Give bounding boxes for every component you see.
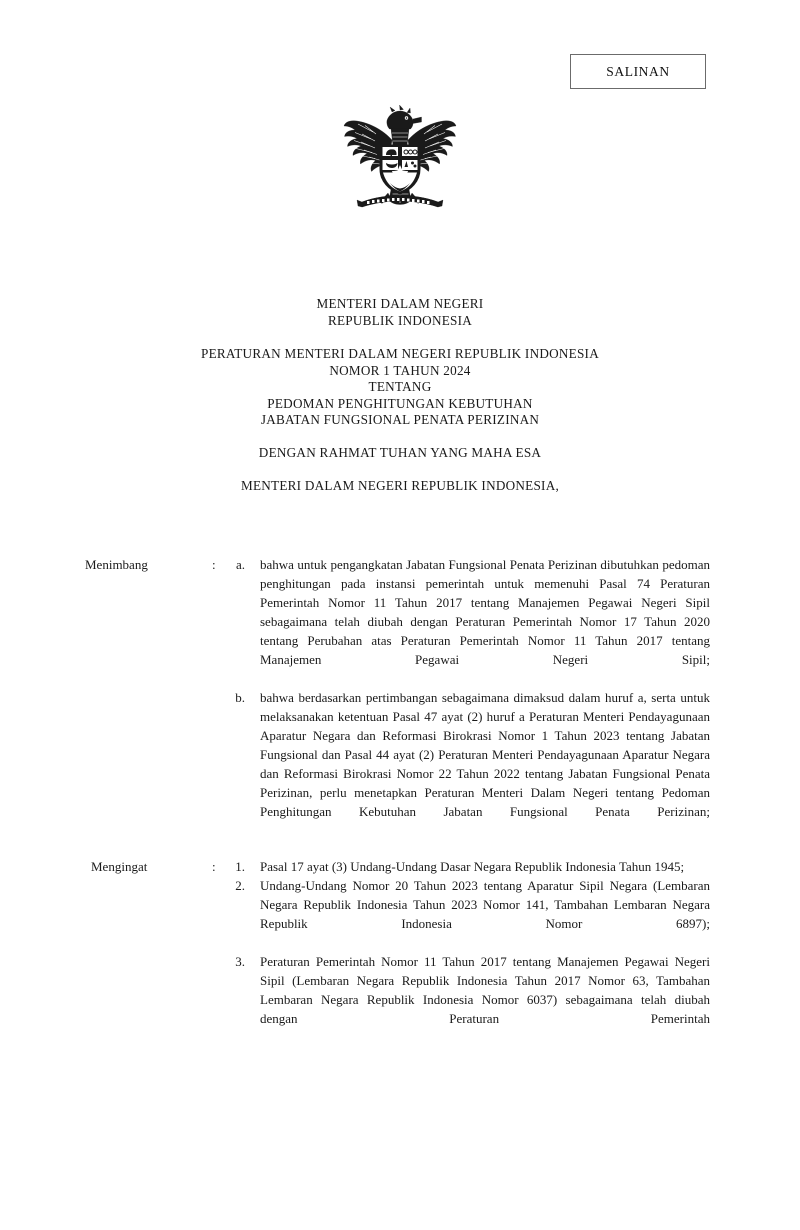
clause-marker: 2. [235,878,245,893]
clause-items-menimbang [0,555,800,840]
salinan-label: SALINAN [606,63,670,79]
clause-marker: 3. [235,954,245,969]
clause-item [0,857,800,876]
clause-item [0,555,800,688]
clause-text: Pasal 17 ayat (3) Undang-Undang Dasar Negara Republik Indonesia Tahun 1945; [260,859,685,874]
clause-items-mengingat [0,857,800,1047]
regulation-title: PERATURAN MENTERI DALAM NEGERI REPUBLIK INDONESIA [201,346,599,361]
document-heading-block [100,296,700,495]
ministry-line-2: REPUBLIK INDONESIA [327,312,473,328]
emblem-container [0,104,800,219]
clause-text: bahwa berdasarkan pertimbangan sebagaimana dimaksud dalam huruf a, serta untuk melaksanakan ketentuan Pasal 47 ayat (2) huruf a Peraturan Menteri Pendayagunaan Aparatur Negara dan Reformasi Birokrasi Nomor 1 Tahun 2023 tentang Jabatan Fungsional dan Pasal 44 ayat (2) Peraturan Menteri Pendayagunaan Aparatur Negara dan Reformasi Birokrasi Nomor 22 Tahun 2022 tentang Jabatan Fungsional Penata Perizinan, perlu menetapkan Peraturan Menteri Dalam Negeri tentang Pedoman Penghitungan Kebutuhan Jabatan Fungsional Penata Perizinan; [260,690,710,819]
clause-group-menimbang [0,555,800,840]
garuda-pancasila-icon [340,104,460,219]
clause-label-menimbang: Menimbang [85,557,148,572]
clause-marker: b. [235,690,245,705]
clause-group-mengingat [0,857,800,1047]
clause-item [0,688,800,840]
clause-marker: a. [235,557,245,572]
clause-colon-mengingat: : [212,859,216,874]
ministry-line-1: MENTERI DALAM NEGERI [316,296,484,311]
clause-item [0,876,800,952]
clause-text: bahwa untuk pengangkatan Jabatan Fungsional Penata Perizinan dibutuhkan pedoman penghitungan pada instansi pemerintah untuk memenuhi Pasal 74 Peraturan Pemerintah Nomor 11 Tahun 2017 tentang Manajemen Pegawai Negeri Sipil sebagaimana telah diubah dengan Peraturan Pemerintah Nomor 17 Tahun 2020 tentang Perubahan atas Peraturan Pemerintah Nomor 11 Tahun 2017 tentang Manajemen Pegawai Negeri Sipil; [260,557,710,667]
clause-sections [0,555,800,1047]
clause-marker: 1. [235,859,245,874]
tentang-label: TENTANG [368,379,432,394]
subject-line-1: PEDOMAN PENGHITUNGAN KEBUTUHAN [267,395,533,411]
regulation-number: NOMOR 1 TAHUN 2024 [329,362,471,378]
subject-line-2: JABATAN FUNGSIONAL PENATA PERIZINAN [260,412,540,427]
authority-line: MENTERI DALAM NEGERI REPUBLIK INDONESIA, [240,478,560,493]
clause-label-mengingat: Mengingat [91,859,148,874]
salinan-stamp [570,54,706,89]
clause-colon-menimbang: : [212,557,216,572]
clause-text: Undang-Undang Nomor 20 Tahun 2023 tentang Aparatur Sipil Negara (Lembaran Negara Republik Indonesia Tahun 2023 Nomor 141, Tambahan Lembaran Negara Republik Indonesia Nomor 6897); [260,878,710,931]
blessing-line: DENGAN RAHMAT TUHAN YANG MAHA ESA [258,444,542,460]
clause-item [0,952,800,1047]
clause-text: Peraturan Pemerintah Nomor 11 Tahun 2017 tentang Manajemen Pegawai Negeri Sipil (Lembaran Negara Republik Indonesia Tahun 2017 Nomor 63, Tambahan Lembaran Negara Republik Indonesia Nomor 6037) sebagaimana telah diubah dengan Peraturan Pemerintah [260,954,710,1026]
